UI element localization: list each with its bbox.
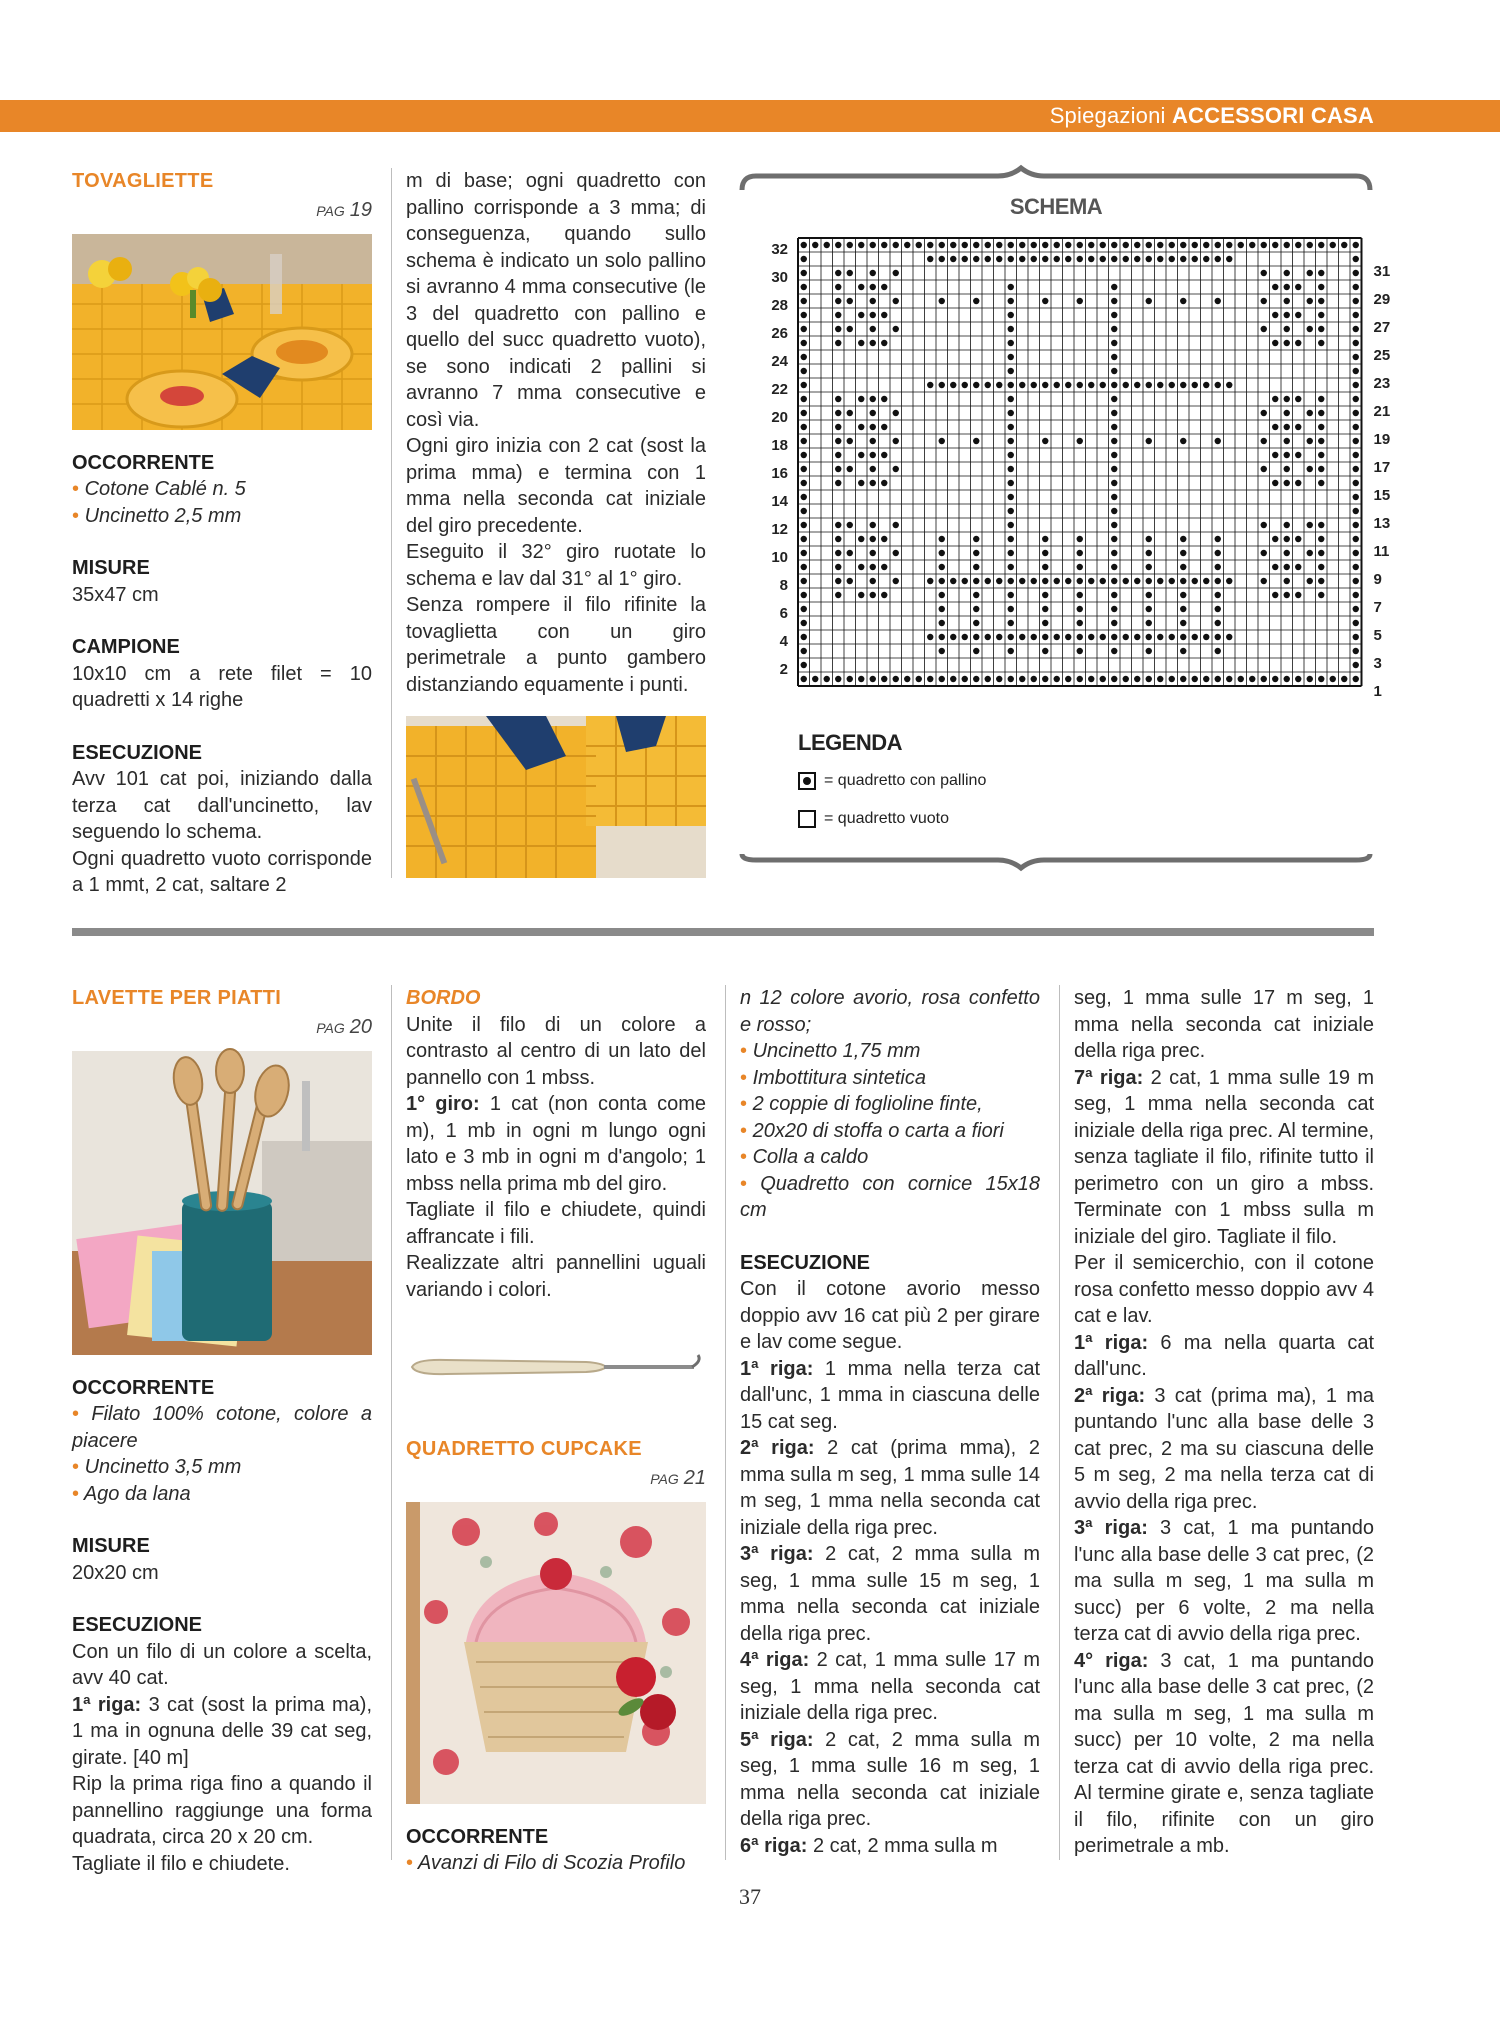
row-label-left: 14	[771, 493, 788, 510]
occorrente-item-text: Cotone Cablé n. 5	[84, 478, 246, 500]
tovagliette-photo	[72, 234, 372, 430]
tovagliette-detail-photo	[406, 716, 706, 878]
row-label-left: 8	[779, 577, 788, 594]
riga-label: 5ª riga:	[740, 1728, 814, 1751]
filled-square-icon	[798, 772, 816, 790]
section-separator	[72, 928, 1374, 936]
lavette-misure: 20x20 cm	[72, 1561, 159, 1584]
header-text	[1050, 102, 1374, 130]
legend-filled-label: = quadretto con pallino	[824, 772, 987, 789]
tovagliette-occorrente-item: • Uncinetto 2,5 mm	[72, 504, 242, 527]
lavette-misure-heading: MISURE	[72, 1535, 150, 1557]
lavette-esecuzione-a: Con un filo di un colore a scelta, avv 40 cat.	[72, 1640, 372, 1689]
row-label-left: 18	[771, 437, 788, 454]
cupcake-col-start	[406, 1436, 706, 1877]
row-label-left: 6	[779, 605, 788, 622]
lavette-pagref	[72, 1014, 372, 1042]
schema-title: SCHEMA	[1009, 194, 1103, 219]
riga-label: 2ª riga:	[1074, 1384, 1146, 1407]
pag-num: 19	[349, 198, 372, 221]
cupcake-occorrente-item: • Avanzi di Filo di Scozia Profilo	[406, 1852, 686, 1874]
tovagliette-pagref	[72, 197, 372, 225]
riga-label: 1ª riga:	[740, 1357, 814, 1380]
cupcake-riga2	[740, 1435, 1040, 1541]
column-divider	[391, 985, 392, 1860]
tovagliette-occorrente-heading: OCCORRENTE	[72, 451, 215, 474]
occorrente-item-text: 2 coppie di foglioline finte,	[752, 1093, 983, 1115]
row-label-left: 24	[771, 353, 788, 370]
riga-label: 3ª riga:	[740, 1543, 814, 1565]
row-label-right: 3	[1373, 655, 1382, 672]
tovagliette-col2-c: Eseguito il 32° giro ruotate lo schema e lav dal 31° al 1° giro.	[406, 541, 706, 590]
header-bar	[0, 100, 1500, 132]
lavette-occorrente-item: • Uncinetto 3,5 mm	[72, 1456, 242, 1478]
riga-label: 3ª riga:	[1074, 1517, 1148, 1539]
lavette-occorrente-item: • Ago da lana	[72, 1482, 191, 1505]
lavette-title: LAVETTE PER PIATTI	[72, 987, 282, 1009]
row-label-left: 22	[771, 381, 788, 398]
lavette-esecuzione-b: Rip la prima riga fino a quando il pannellino raggiunge una forma quadrata, circa 20 x 20 cm.	[72, 1773, 372, 1848]
row-label-right: 1	[1373, 683, 1382, 700]
tovagliette-campione-heading: CAMPIONE	[72, 636, 180, 658]
bordo-col	[406, 985, 706, 1303]
cupcake-occorrente-item: • Quadretto con cornice 15x18 cm	[740, 1172, 1041, 1221]
riga-label: 2ª riga:	[740, 1437, 815, 1459]
occorrente-item-text: Filato 100% cotone, colore a piacere	[72, 1403, 372, 1452]
riga-text: 2 cat (prima mma), 2 mma sulla m seg, 1 mma sulle 14 m seg, 1 mma nella seconda cat iniziale della riga prec.	[740, 1437, 1040, 1539]
tovagliette-campione: 10x10 cm a rete filet = 10 quadretti x 14 righe	[72, 662, 372, 711]
cupcake-photo	[406, 1502, 706, 1804]
lavette-photo	[72, 1051, 372, 1355]
occorrente-item-text: Uncinetto 3,5 mm	[84, 1456, 242, 1478]
riga-text: 2 cat, 2 mma sulla m	[807, 1834, 998, 1857]
cupcake-occorrente-item: • 2 coppie di foglioline finte,	[740, 1093, 983, 1115]
legend-title: LEGENDA	[798, 730, 903, 755]
row-label-right: 9	[1373, 571, 1382, 588]
tovagliette-col1	[72, 168, 372, 899]
occorrente-item-text: Uncinetto 1,75 mm	[752, 1040, 921, 1062]
occorrente-item-text: Avanzi di Filo di Scozia Profilo	[417, 1852, 686, 1874]
tovagliette-col2-b: Ogni giro inizia con 2 cat (sost la prima mma) e termina con 1 mma nella seconda cat iniziale del giro precedente.	[406, 435, 706, 537]
cupcake-riga4	[740, 1647, 1040, 1727]
cupcake-riga6	[740, 1833, 1040, 1860]
bordo-title: BORDO	[406, 987, 481, 1009]
row-label-right: 13	[1373, 515, 1391, 532]
tovagliette-esecuzione-a: Avv 101 cat poi, iniziando dalla terza cat dall'uncinetto, lav seguendo lo schema.	[72, 768, 372, 843]
tovagliette-col2-a: m di base; ogni quadretto con pallino corrisponde a 3 mma; di conseguenza, quando sullo schema è indicato un solo pallino si avranno 4 mma consecutive (le 3 del quadretto con pallino e quello del succ quadretto vuoto), se sono indicati 2 pallini si avranno 7 mma consecutive e così via.	[406, 170, 706, 431]
riga-text: 1 mma nella terza cat dall'unc, 1 mma in ciascuna delle 15 cat seg.	[740, 1357, 1041, 1433]
riga-label: 4° riga:	[1074, 1649, 1149, 1672]
giro-text: 1 cat (non conta come m), 1 mb in ogni m lungo ogni lato e 3 mb in ogni m d'angolo; 1 mbss nella prima mb del giro.	[406, 1093, 706, 1195]
tovagliette-col2-d: Senza rompere il filo rifinite la tovaglietta con un giro perimetrale a punto gambero distanziando equamente i punti.	[406, 594, 706, 696]
pag-label: PAG	[316, 1019, 345, 1036]
tovagliette-misure-heading: MISURE	[72, 557, 150, 579]
occorrente-item-text: Ago da lana	[83, 1482, 191, 1505]
giro-label: 1° giro:	[406, 1093, 480, 1115]
riga-text: 3 cat, 1 ma puntando l'unc alla base delle 3 cat prec, (2 ma sulla m seg, 1 ma sulla m succ) per 10 volte, 2 ma nella terza cat di avvio della riga prec. Al termine girate e, senza tagliate il filo, rifinite con un giro perimetrale a mb.	[1074, 1649, 1374, 1857]
row-label-left: 16	[771, 465, 788, 482]
riga-text: 2 cat, 1 mma sulle 17 m seg, 1 mma nella seconda cat iniziale della riga prec.	[740, 1649, 1040, 1724]
row-label-left: 20	[771, 409, 788, 426]
lavette-esecuzione-heading: ESECUZIONE	[72, 1614, 203, 1636]
row-label-right: 23	[1373, 375, 1391, 392]
grid-lines	[798, 238, 1362, 686]
cupcake-riga3	[740, 1541, 1040, 1647]
cupcake-pagref	[406, 1465, 706, 1493]
cupcake-esecuzione-heading: ESECUZIONE	[740, 1251, 871, 1274]
lavette-esecuzione-c: Tagliate il filo e chiudete.	[72, 1852, 290, 1875]
bordo-text-b: Tagliate il filo e chiudete, quindi affrancate i fili.	[406, 1199, 706, 1248]
lavette-occorrente-heading: OCCORRENTE	[72, 1376, 215, 1399]
cupcake-col3	[740, 985, 1040, 1859]
cupcake-riga7	[1074, 1065, 1374, 1251]
column-divider	[725, 985, 726, 1860]
row-label-right: 25	[1373, 347, 1391, 364]
lavette-col	[72, 985, 372, 1877]
cupcake-c4-b: Per il semicerchio, con il cotone rosa confetto messo doppio avv 4 cat e lav.	[1074, 1252, 1374, 1327]
row-label-right: 17	[1373, 459, 1391, 476]
pag-num: 20	[349, 1015, 372, 1038]
occorrente-item-text: Imbottitura sintetica	[752, 1066, 926, 1089]
bordo-giro1	[406, 1091, 706, 1197]
column-divider	[1059, 985, 1060, 1860]
cupcake-occorrente-heading: OCCORRENTE	[406, 1825, 549, 1848]
tovagliette-occorrente-item: • Cotone Cablé n. 5	[72, 478, 246, 500]
row-label-left: 28	[771, 297, 788, 314]
legend-empty	[798, 810, 949, 828]
cupcake-col4	[1074, 985, 1374, 1860]
row-label-left: 12	[771, 521, 788, 538]
riga-text: 3 cat (prima ma), 1 ma puntando l'unc alla base delle 3 cat prec, 2 ma su ciascuna delle 5 m seg, 2 ma nella terza cat di avvio della riga prec.	[1074, 1384, 1375, 1513]
riga-label: 1ª riga:	[1074, 1331, 1149, 1354]
cupcake-riga5	[740, 1727, 1040, 1833]
row-label-right: 31	[1373, 263, 1391, 280]
occorrente-item-text: 20x20 di stoffa o carta a fiori	[752, 1119, 1004, 1142]
semicerchio-riga1	[1074, 1330, 1374, 1383]
riga-label: 7ª riga:	[1074, 1066, 1144, 1089]
lavette-riga1	[72, 1692, 372, 1772]
empty-square-icon	[798, 810, 816, 828]
row-label-right: 15	[1373, 487, 1391, 504]
tovagliette-misure: 35x47 cm	[72, 583, 159, 606]
bordo-text-a: Unite il filo di un colore a contrasto al centro di un lato del pannello con 1 mbss.	[406, 1013, 706, 1089]
cupcake-occorrente-item: • Imbottitura sintetica	[740, 1066, 926, 1089]
tovagliette-title: TOVAGLIETTE	[72, 170, 214, 192]
riga-label: 4ª riga:	[740, 1649, 810, 1671]
row-label-left: 26	[771, 325, 788, 342]
cupcake-title: QUADRETTO CUPCAKE	[406, 1438, 642, 1460]
cupcake-occorrente-cont: n 12 colore avorio, rosa confetto e rosso;	[740, 987, 1040, 1036]
riga-text: 2 cat, 2 mma sulla m seg, 1 mma sulle 15 m seg, 1 mma nella seconda cat iniziale della riga prec.	[740, 1543, 1041, 1645]
occorrente-item-text: Quadretto con cornice 15x18 cm	[740, 1172, 1041, 1221]
header-category: ACCESSORI CASA	[1171, 103, 1374, 128]
row-label-left: 4	[779, 633, 788, 650]
cupcake-occorrente-item: • Uncinetto 1,75 mm	[740, 1040, 921, 1062]
legend-filled	[798, 772, 986, 790]
row-label-right: 7	[1373, 599, 1382, 616]
riga-label: 6ª riga:	[740, 1834, 808, 1857]
row-label-right: 29	[1373, 291, 1391, 308]
row-label-left: 32	[771, 241, 788, 258]
schema-grid	[736, 238, 1391, 708]
riga-text: 2 cat, 2 mma sulla m seg, 1 mma sulle 16 m seg, 1 mma nella seconda cat iniziale della riga prec.	[740, 1728, 1041, 1830]
cupcake-occorrente-item: • Colla a caldo	[740, 1146, 869, 1168]
cupcake-c4-a: seg, 1 mma sulle 17 m seg, 1 mma nella seconda cat iniziale della riga prec.	[1074, 987, 1374, 1062]
crochet-hook-image	[406, 1345, 706, 1385]
row-label-left: 10	[771, 549, 788, 566]
row-label-right: 21	[1373, 403, 1391, 420]
tovagliette-col2	[406, 168, 706, 698]
occorrente-item-text: Colla a caldo	[752, 1146, 869, 1168]
pag-num: 21	[683, 1466, 706, 1489]
lavette-occorrente-item: • Filato 100% cotone, colore a piacere	[72, 1403, 372, 1452]
row-label-left: 2	[779, 661, 788, 678]
riga-label: 1ª riga:	[72, 1693, 142, 1716]
bordo-text-c: Realizzate altri pannellini uguali variando i colori.	[406, 1252, 706, 1301]
semicerchio-riga2	[1074, 1383, 1374, 1516]
cupcake-occorrente-item: • 20x20 di stoffa o carta a fiori	[740, 1119, 1004, 1142]
tovagliette-esecuzione-heading: ESECUZIONE	[72, 741, 203, 764]
column-divider	[391, 168, 392, 878]
legend-empty-label: = quadretto vuoto	[824, 810, 949, 827]
tovagliette-esecuzione-b: Ogni quadretto vuoto corrisponde a 1 mmt, 2 cat, saltare 2	[72, 847, 372, 896]
page-number: 37	[739, 1884, 761, 1909]
riga-text: 3 cat (sost la prima ma), 1 ma in ognuna delle 39 cat seg, girate. [40 m]	[72, 1693, 373, 1769]
schema-panel	[736, 168, 1391, 868]
cupcake-esecuzione-a: Con il cotone avorio messo doppio avv 16 cat più 2 per girare e lav come segue.	[740, 1278, 1040, 1353]
pag-label: PAG	[316, 202, 345, 219]
header-section: Spiegazioni	[1049, 103, 1166, 128]
semicerchio-riga4	[1074, 1648, 1374, 1860]
occorrente-item-text: Uncinetto 2,5 mm	[84, 504, 242, 527]
riga-text: 6 ma nella quarta cat dall'unc.	[1074, 1331, 1375, 1380]
riga-text: 3 cat, 1 ma puntando l'unc alla base delle 3 cat prec, (2 ma sulla m seg, 1 ma sulla m succ) per 6 volte, 2 ma nella terza cat di avvio della riga prec.	[1074, 1517, 1375, 1645]
row-label-right: 5	[1373, 627, 1382, 644]
row-label-right: 11	[1373, 543, 1390, 560]
row-label-left: 30	[771, 269, 788, 286]
row-label-right: 19	[1373, 431, 1391, 448]
riga-text: 2 cat, 1 mma sulle 19 m seg, 1 mma nella seconda cat iniziale della riga prec. Al termine, senza tagliate il filo, rifinite tutto il perimetro con un giro a mbss. Terminate con 1 mbss sulla m iniziale del giro. Tagliate il filo.	[1074, 1066, 1374, 1248]
semicerchio-riga3	[1074, 1515, 1374, 1648]
pag-label: PAG	[650, 1470, 679, 1487]
row-label-right: 27	[1373, 319, 1391, 336]
cupcake-riga1	[740, 1356, 1040, 1436]
